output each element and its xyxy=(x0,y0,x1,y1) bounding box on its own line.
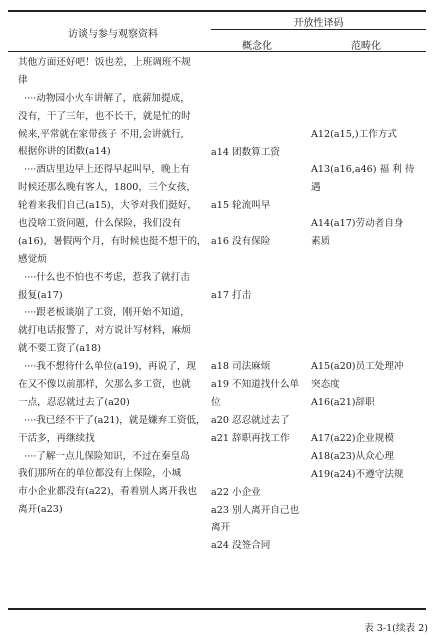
concept-cell xyxy=(211,412,290,430)
header-col1: 访谈与参与观察资料 xyxy=(68,29,158,40)
interview-line: 也没啥工资问题，什么保险，我们没有 xyxy=(18,218,182,230)
category-cell-line: 素质 xyxy=(311,235,331,247)
category-cell xyxy=(311,430,394,448)
category-cell xyxy=(311,466,404,484)
category-cell-line: A16(a21)辞职 xyxy=(311,397,375,409)
concept-cell-line: a15 轮流叫早 xyxy=(211,200,271,212)
concept-cell-line: a20 忍忍就过去了 xyxy=(211,415,290,426)
interview-line: ····什么也不怕也不考虑，惹我了就打击 xyxy=(18,271,190,283)
concept-cell-line: a23 别人离开自己也 xyxy=(211,504,300,516)
interview-line: 离开(a23) xyxy=(18,504,63,516)
category-cell xyxy=(311,161,414,197)
interview-text xyxy=(18,54,208,519)
interview-line: 我们那所在的单位都没有上保险，小城 xyxy=(18,468,182,480)
interview-line: 轮着来我们自己(a15)，大爷对我们挺好， xyxy=(18,200,197,212)
interview-line: ····我不想待什么单位(a19)，再说了，现 xyxy=(18,361,197,373)
concept-cell xyxy=(211,484,261,502)
concept-cell xyxy=(211,144,280,162)
interview-line: 感觉烦 xyxy=(18,253,47,265)
interview-line: ····酒店里边早上还得早起叫早，晚上有 xyxy=(18,164,190,176)
concept-cell xyxy=(211,197,270,215)
category-cell-line: A12(a15,)工作方式 xyxy=(311,128,397,140)
interview-line: 就打电话报警了，对方说计写材料，麻烦 xyxy=(18,325,191,337)
concept-cell-line: a22 小企业 xyxy=(211,486,261,498)
concept-cell-line: a18 司法麻烦 xyxy=(211,361,271,373)
interview-line: 在又不像以前那样，欠那么多工资，也就 xyxy=(18,379,191,391)
concept-cell xyxy=(211,287,251,305)
concept-cell xyxy=(211,233,270,251)
concept-cell-line: a24 没签合同 xyxy=(211,540,271,552)
interview-line: ····动物园小火车讲解了，底薪加提成， xyxy=(18,92,190,104)
concept-cell-line: 位 xyxy=(211,397,221,409)
concept-cell-line: a19 不知道找什么单 xyxy=(211,379,300,391)
category-cell xyxy=(311,215,404,251)
concept-cell-line: a17 打击 xyxy=(211,289,252,301)
category-cell-line: 突态度 xyxy=(311,379,340,391)
concept-cell xyxy=(211,358,270,376)
concept-cell-line: a14 团数算工资 xyxy=(211,146,280,158)
category-cell-line: A14(a17)劳动者自身 xyxy=(311,218,404,230)
interview-line: 一点，忍忍就过去了(a20) xyxy=(18,396,130,408)
interview-line: 没有，干了三年，也不长干，就是忙的时 xyxy=(18,110,191,122)
category-cell xyxy=(311,394,375,412)
interview-line: ····我已经不干了(a21)，就是嫌弃工资低， xyxy=(18,414,206,426)
interview-line: 干活多，再继续找 xyxy=(18,432,95,444)
category-cell-line: A17(a22)企业规模 xyxy=(311,432,394,444)
category-cell-line: 遇 xyxy=(311,182,321,194)
category-cell-line: A13(a16,a46) 福 利 待 xyxy=(311,164,415,176)
interview-line: 根据你讲的团数(a14) xyxy=(18,146,111,158)
interview-line: 时候还那么晚有客人，1800，三个女孩， xyxy=(18,182,196,194)
concept-cell-line: 离开 xyxy=(211,522,231,534)
concept-cell-line: a21 辞职再找工作 xyxy=(211,432,290,444)
group-rule xyxy=(211,29,426,30)
category-cell xyxy=(311,126,397,144)
category-cell-line: A15(a20)员工处理冲 xyxy=(311,361,404,373)
header-col3: 范畴化 xyxy=(351,41,381,52)
interview-line: 律 xyxy=(18,74,28,86)
interview-line: ····跟老板谈崩了工资，刚开始不知道， xyxy=(18,307,190,319)
interview-line: 就不要工资了(a18) xyxy=(18,343,101,355)
bottom-rule xyxy=(8,608,426,610)
category-cell xyxy=(311,358,404,394)
category-cell-line: A18(a23)从众心理 xyxy=(311,450,394,462)
table-caption: 表 3-1(续表 2) xyxy=(364,623,428,634)
interview-line: 报复(a17) xyxy=(18,289,63,301)
concept-cell xyxy=(211,430,290,448)
interview-line: 其他方面还好吧！饭也差，上班调班不规 xyxy=(18,57,191,68)
interview-line: ····了解一点儿保险知识，不过在秦皇岛 xyxy=(18,450,190,462)
top-rule xyxy=(8,10,426,12)
concept-cell xyxy=(211,376,299,412)
interview-line: 市小企业都没有(a22)，看着别人离开我也 xyxy=(18,486,197,498)
category-cell xyxy=(311,448,394,466)
concept-cell-line: a16 没有保险 xyxy=(211,236,271,247)
concept-cell xyxy=(211,537,270,555)
interview-line: 候来,平常就在家带孩子 不用,会讲就行, xyxy=(18,128,184,140)
category-cell-line: A19(a24)不遵守法规 xyxy=(311,468,404,480)
header-col2: 概念化 xyxy=(242,41,272,52)
concept-cell xyxy=(211,502,299,538)
header-group: 开放性译码 xyxy=(293,18,344,29)
interview-line: (a16)，暑假两个月，有时候也挺不想干的， xyxy=(18,235,207,247)
